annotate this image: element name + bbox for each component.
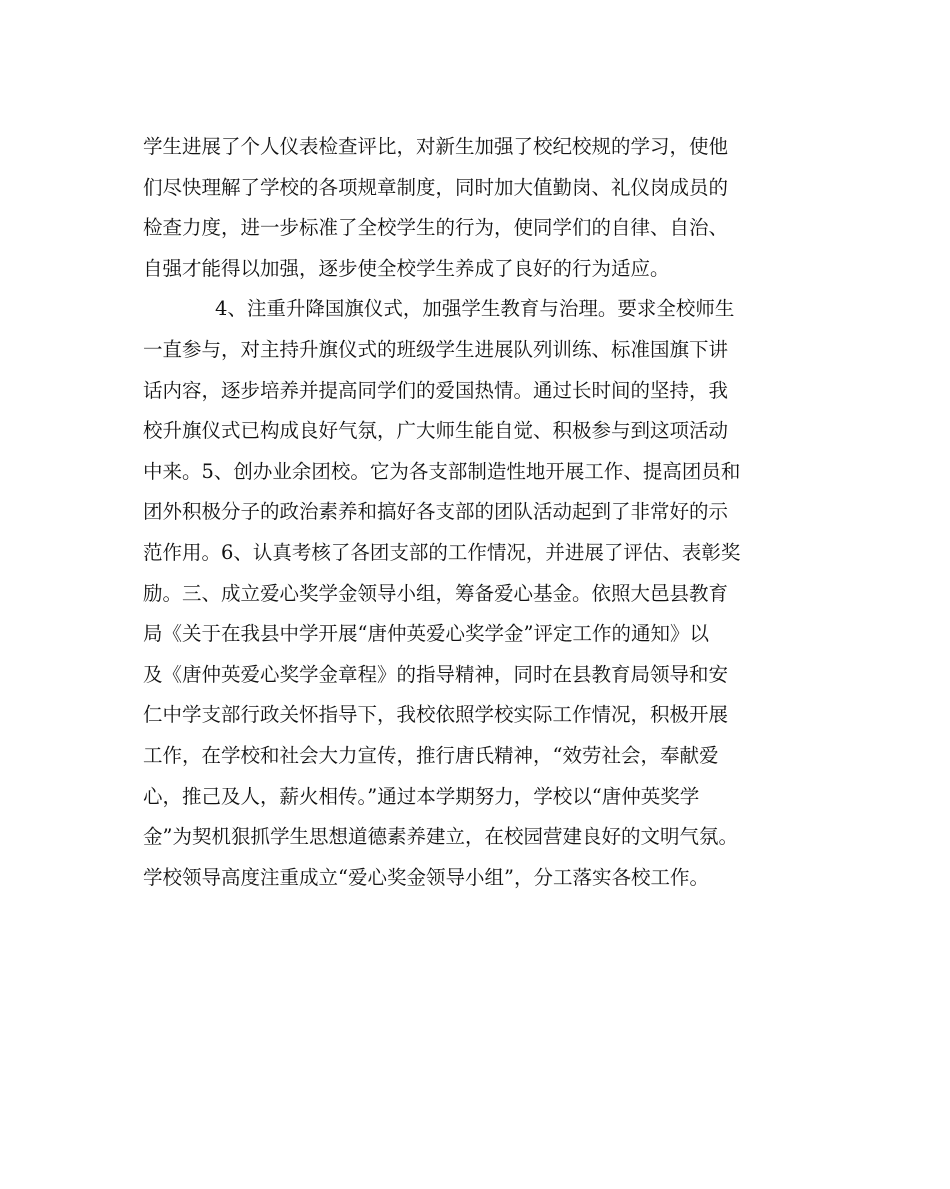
body-text: [143, 127, 823, 898]
text-line: 检查力度，进一步标准了全校学生的行为，使同学们的自律、自治、: [143, 216, 729, 240]
text-line: 一直参与，对主持升旗仪式的班级学生进展队列训练、标准国旗下讲: [143, 337, 729, 361]
text-line: 中来。5、创办业余团校。它为各支部制造性地开展工作、提高团员和: [143, 459, 741, 483]
text-line: 们尽快理解了学校的各项规章制度，同时加大值勤岗、礼仪岗成员的: [143, 175, 729, 199]
text-line: 团外积极分子的政治素养和搞好各支部的团队活动起到了非常好的示: [143, 500, 729, 524]
text-line: 自强才能得以加强，逐步使全校学生养成了良好的行为适应。: [143, 256, 670, 280]
text-line: 金”为契机狠抓学生思想道德素养建立，在校园营建良好的文明气氛。: [143, 825, 738, 849]
text-line: 学校领导高度注重成立“爱心奖金领导小组”，分工落实各校工作。: [143, 865, 709, 889]
text-line: 校升旗仪式已构成良好气氛，广大师生能自觉、积极参与到这项活动: [143, 419, 729, 443]
text-line: 心，推己及人，薪火相传。”通过本学期努力，学校以“唐仲英奖学: [143, 784, 700, 808]
text-line: 仁中学支部行政关怀指导下，我校依照学校实际工作情况，积极开展: [143, 703, 729, 727]
text-line: 话内容，逐步培养并提高同学们的爱国热情。通过长时间的坚持，我: [143, 378, 729, 402]
text-line: 局《关于在我县中学开展“唐仲英爱心奖学金”评定工作的通知》以: [143, 622, 709, 646]
text-line: 范作用。6、认真考核了各团支部的工作情况，并进展了评估、表彰奖: [143, 540, 741, 564]
text-line: 工作，在学校和社会大力宣传，推行唐氏精神，“效劳社会，奉献爱: [143, 743, 719, 767]
text-line: 及《唐仲英爱心奖学金章程》的指导精神，同时在县教育局领导和安: [143, 662, 729, 686]
text-line: 学生进展了个人仪表检查评比，对新生加强了校纪校规的学习，使他: [143, 135, 729, 158]
text-line: 励。三、成立爱心奖学金领导小组，筹备爱心基金。依照大邑县教育: [143, 581, 729, 605]
text-line: 4、注重升降国旗仪式，加强学生教育与治理。要求全校师生: [215, 297, 735, 321]
